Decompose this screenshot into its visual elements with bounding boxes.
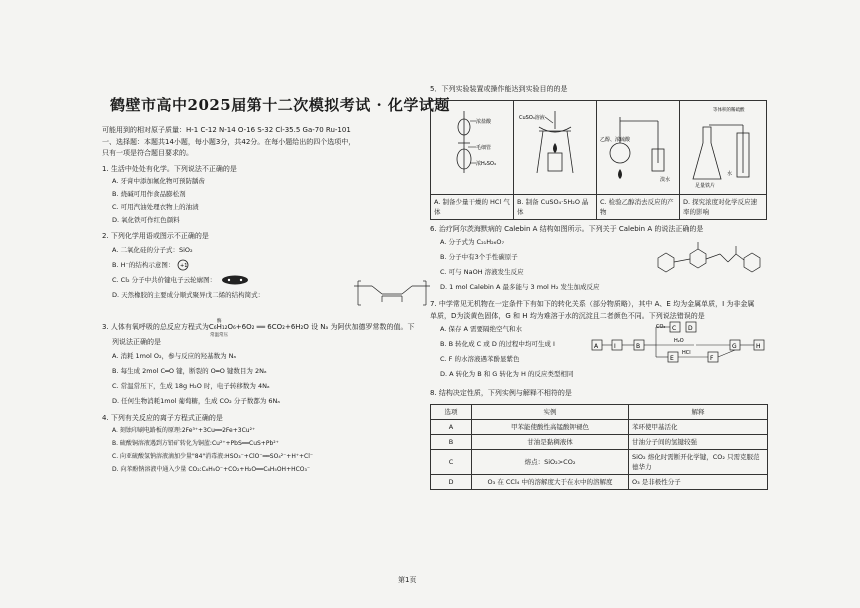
node-h: H <box>756 343 761 350</box>
section-intro: 一、选择题：本题共14小题，每小题3分，共42分。在每小题给出的四个选项中， <box>102 137 356 146</box>
q8-row-a-key: A <box>431 419 472 434</box>
q7-option-d: D. A 转化为 B 和 G 转化为 H 的反应类型相同 <box>440 370 574 378</box>
q8-row-d-example: O₃ 在 CCl₄ 中的溶解度大于在水中的溶解度 <box>472 474 629 489</box>
question-6-stem: 6. 治疗阿尔茨海默病的 Calebin A 结构如图所示。下列关于 Calebin A 的说法正确的是 <box>430 224 704 233</box>
hcl-generator-diagram <box>434 103 510 189</box>
label-bromine-water: 溴水 <box>660 176 671 183</box>
q8-structure-table <box>430 404 768 490</box>
label-ethanol-h2so4: 乙醇、浓硫酸 <box>600 136 631 143</box>
node-f: F <box>710 355 714 362</box>
q2-option-d-row <box>102 288 432 318</box>
q5-option-a: A. 制备少量干燥的 HCl 气体 <box>431 194 514 219</box>
label-cuso4: CuSO₄溶液 <box>519 114 545 121</box>
q8-row-d-key: D <box>431 474 472 489</box>
q1-option-a: A. 牙膏中添加氟化物可预防龋齿 <box>112 177 205 185</box>
q5-option-c: C. 检验乙醇消去反应的产物 <box>597 194 680 219</box>
table-row <box>431 449 768 474</box>
label-conc-hcl: 浓盐酸 <box>476 118 492 125</box>
page-number: 第1页 <box>398 576 417 584</box>
q6-option-b: B. 分子中有3个手性碳原子 <box>440 253 518 261</box>
q2-option-a: A. 二氧化硅的分子式：SiO₂ <box>112 245 193 254</box>
q8-head-explanation: 解释 <box>629 404 768 419</box>
q2-option-d: D. 天然橡胶的主要成分顺式聚异戊二烯的结构简式： <box>112 290 265 299</box>
q7-option-c: C. F 的水溶液遇苯酚显紫色 <box>440 355 520 363</box>
atomic-masses: 可能用到的相对原子质量：H-1 C-12 N-14 O-16 S-32 Cl-35.5 Ga-70 Ru-101 <box>102 126 351 134</box>
apparatus-c <box>597 100 680 194</box>
evaporation-dish-diagram <box>517 103 593 189</box>
q8-head-example: 实例 <box>472 404 629 419</box>
label-dilute-acid: 等体积的稀硫酸 <box>713 107 745 113</box>
label-iron: 足量铁片 <box>695 182 716 189</box>
node-e: E <box>670 355 674 362</box>
q4-option-d: D. 向苯酚钠溶液中通入少量 CO₂:C₆H₅O⁻+CO₂+H₂O══C₆H₅OH+HCO₃⁻ <box>112 466 311 473</box>
node-g: G <box>732 343 737 350</box>
q7-transformation-diagram <box>590 318 770 378</box>
q2-option-c: C. Cl₂ 分子中共价键电子云轮廓图： <box>112 275 217 284</box>
section-intro-2: 只有一项是符合题目要求的。 <box>102 149 193 157</box>
q3-option-d: D. 任何生物消耗1mol 葡萄糖，生成 CO₂ 分子数都为 6Nₐ <box>112 396 280 405</box>
hydride-nucleus-label: +1 <box>179 262 187 269</box>
question-2-stem: 2. 下列化学用语或图示不正确的是 <box>102 232 209 240</box>
q3-stem-text: 3. 人体有氧呼吸的总反应方程式为C₆H₁₂O₆+6O₂ ══ 6CO₂+6H₂O 设 Nₐ 为阿伏加德罗常数的值。下 <box>102 322 415 331</box>
table-row <box>431 434 768 449</box>
apparatus-b <box>514 100 597 194</box>
q8-row-c-explanation: SiO₂ 熔化时需断开化学键，CO₂ 只需克服范德华力 <box>629 449 768 474</box>
node-a: A <box>594 343 599 350</box>
q6-option-a: A. 分子式为 C₂₁H₂₆O₇ <box>440 238 505 246</box>
question-7-stem-2: 单质，D为淡黄色固体，G 和 H 均为难溶于水的沉淀且二者颜色不同。下列说法错误的是 <box>430 311 705 320</box>
question-8-stem: 8. 结构决定性质，下列实例与解释不相符的是 <box>430 389 572 397</box>
q8-row-b-key: B <box>431 434 472 449</box>
exam-title: 鹤壁市高中2025届第十二次模拟考试 · 化学试题 <box>110 96 450 114</box>
q3-option-b: B. 每生成 2mol C═O 键，断裂的 O═O 键数目为 2Nₐ <box>112 366 267 375</box>
question-3-stem-2: 列说法正确的是 <box>112 338 161 346</box>
question-7-stem: 7. 中学常见无机物在一定条件下有如下的转化关系（部分物质略），其中 A、E 均为金属单质，I 为非金属 <box>430 300 755 308</box>
q5-option-d: D. 探究浓度对化学反应速率的影响 <box>680 194 767 219</box>
label-hcl: HCl <box>682 350 691 356</box>
table-row <box>431 474 768 489</box>
question-1-stem: 1. 生活中处处有化学。下列说法不正确的是 <box>102 164 237 173</box>
q1-option-b: B. 烧碱可用作食品膨松剂 <box>112 190 186 198</box>
label-co2: CO₂ <box>656 324 666 330</box>
question-4-stem: 4. 下列有关反应的离子方程式正确的是 <box>102 413 223 422</box>
q8-head-option: 选项 <box>431 404 472 419</box>
q7-block <box>430 322 770 384</box>
q8-row-b-explanation: 甘油分子间的氢键较强 <box>629 434 768 449</box>
left-column <box>102 88 450 476</box>
q4-option-b: B. 硫酸铜溶液遇到方铅矿转化为铜蓝:Cu²⁺+PbS══CuS+Pb²⁺ <box>112 440 279 447</box>
calebin-a-structure <box>646 234 766 280</box>
polyisoprene-structure-diagram <box>352 278 432 308</box>
question-5-stem: 5．下列实验装置或操作能达到实验目的的是 <box>430 85 568 93</box>
q6-option-c: C. 可与 NaOH 溶液发生反应 <box>440 268 524 276</box>
q1-option-c: C. 可用汽油处理衣物上的油渍 <box>112 203 199 211</box>
label-water: 水 <box>727 170 733 177</box>
q8-row-d-explanation: O₃ 是非极性分子 <box>629 474 768 489</box>
node-i: I <box>614 343 616 350</box>
q2-option-b: B. H⁻的结构示意图： <box>112 260 175 269</box>
q2-option-b-row <box>102 258 432 273</box>
q3-condition-bottom: 常温常压 <box>210 332 228 338</box>
q8-row-a-example: 甲苯能使酸性高锰酸钾褪色 <box>472 419 629 434</box>
q4-option-a: A. 刻蚀印刷电路板的原理:2Fe³⁺+3Cu══2Fe+3Cu²⁺ <box>112 427 256 434</box>
question-6-block <box>430 224 770 296</box>
right-column <box>430 84 770 490</box>
apparatus-a <box>431 100 514 194</box>
node-b: B <box>636 343 641 350</box>
rate-concentration-diagram <box>683 103 763 189</box>
node-d: D <box>688 325 693 332</box>
q1-option-d: D. 氧化铁可作红色颜料 <box>112 216 180 224</box>
q6-option-d: D. 1 mol Calebin A 最多能与 3 mol H₂ 发生加成反应 <box>440 283 600 291</box>
q3-option-c: C. 常温常压下，生成 18g H₂O 时，电子转移数为 4Nₐ <box>112 381 270 390</box>
q7-option-a: A. 保存 A 需要隔绝空气和水 <box>440 325 523 333</box>
q7-option-b: B. B 转化成 C 或 D 的过程中均可生成 I <box>440 340 555 348</box>
q3-option-a: A. 消耗 1mol O₂，参与反应的羟基数为 Nₐ <box>112 351 237 360</box>
q8-row-b-example: 甘油是黏稠液体 <box>472 434 629 449</box>
question-3-stem <box>102 318 432 338</box>
label-h2o: H₂O <box>674 338 684 344</box>
q8-row-a-explanation: 苯环使甲基活化 <box>629 419 768 434</box>
q4-option-c: C. 向亚硫酸氢钠溶液滴加少量"84"消毒液:HSO₃⁻+ClO⁻══SO₄²⁻+H⁺+Cl⁻ <box>112 453 314 460</box>
electron-cloud-icon <box>218 274 252 286</box>
node-c: C <box>672 325 677 332</box>
apparatus-d <box>680 100 767 194</box>
label-capillary: 毛细管 <box>476 144 492 151</box>
table-row <box>431 419 768 434</box>
label-conc-h2so4: 浓H₂SO₄ <box>476 160 496 167</box>
q5-apparatus-table <box>430 100 767 220</box>
q8-row-c-key: C <box>431 449 472 474</box>
ethanol-elimination-diagram <box>600 103 676 189</box>
q3-condition-top: 酶 <box>217 318 222 324</box>
q5-option-b: B. 制备 CuSO₄·5H₂O 晶体 <box>514 194 597 219</box>
hydride-structure-diagram <box>177 259 193 271</box>
q8-row-c-example: 熔点：SiO₂>CO₂ <box>472 449 629 474</box>
